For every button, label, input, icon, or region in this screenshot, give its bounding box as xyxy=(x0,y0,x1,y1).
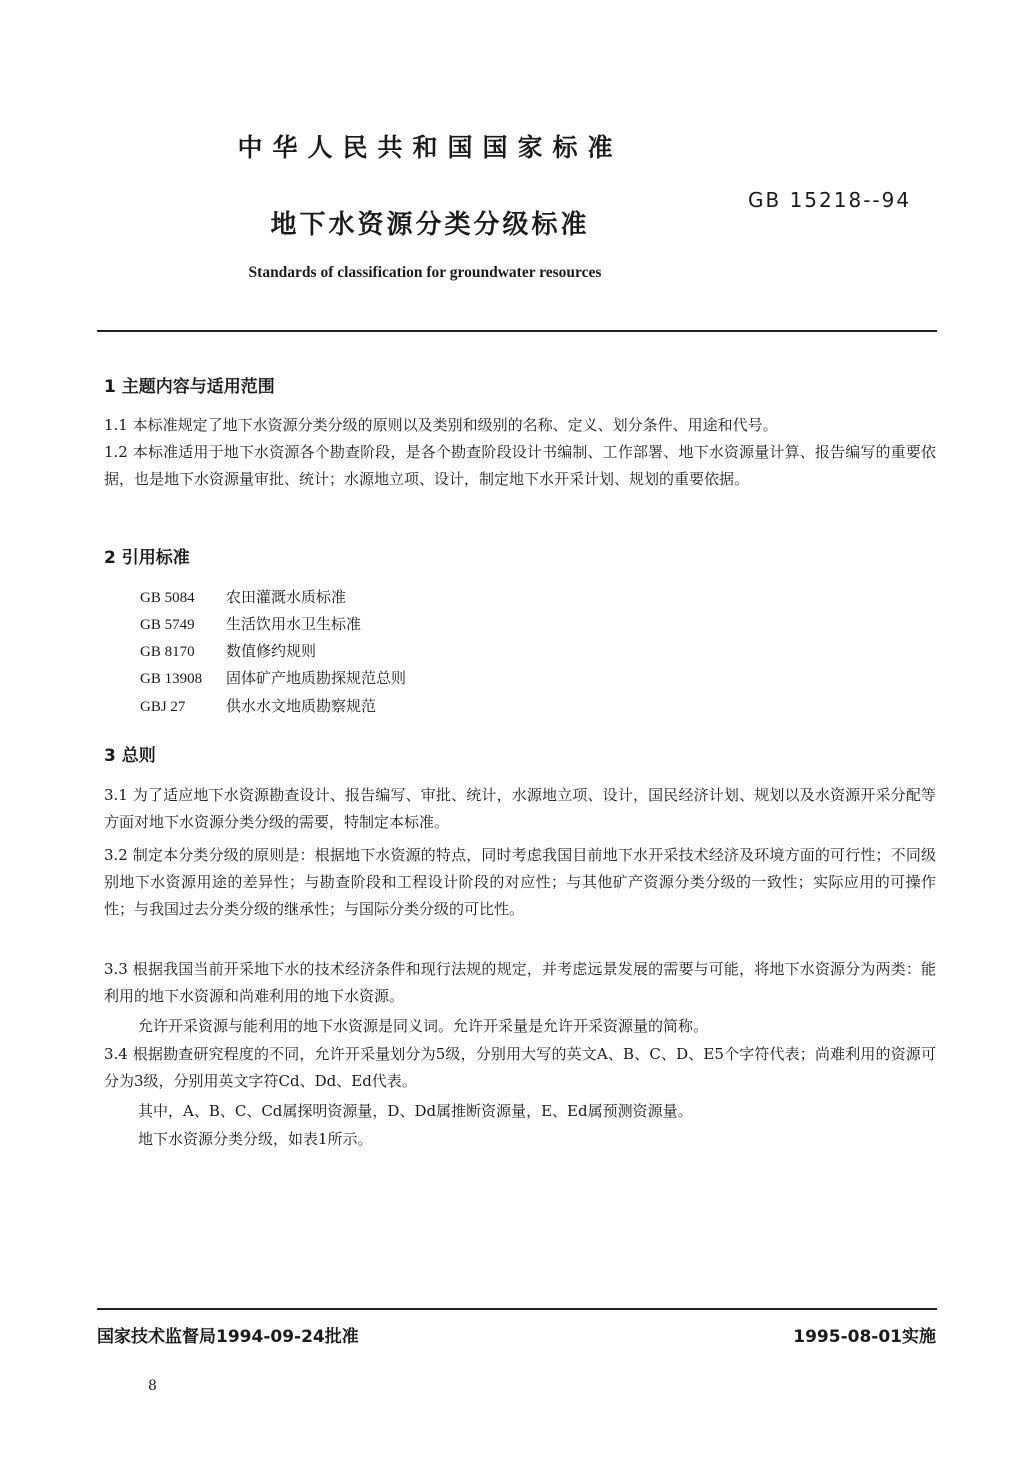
reference-code: GB 13908 xyxy=(140,671,203,687)
reference-code: GB 5084 xyxy=(140,590,195,606)
section-3-heading: 3 总则 xyxy=(104,746,156,766)
page-number: 8 xyxy=(148,1378,157,1394)
reference-code: GBJ 27 xyxy=(140,699,186,715)
clause-1-2: 1.2 本标准适用于地下水资源各个勘查阶段，是各个勘查阶段设计书编制、工作部署、地下水资源量计算、报告编写的重要依据，也是地下水资源量审批、统计；水源地立项、设计，制定地下水开采计划、规划的重要依据。 xyxy=(104,443,936,488)
clause-3-3: 3.3 根据我国当前开采地下水的技术经济条件和现行法规的规定，并考虑远景发展的需要与可能，将地下水资源分为两类：能利用的地下水资源和尚难利用的地下水资源。 xyxy=(104,960,936,1005)
reference-code: GB 8170 xyxy=(140,644,195,660)
section-2-heading: 2 引用标准 xyxy=(104,548,190,568)
reference-item xyxy=(140,693,376,720)
reference-name: 农田灌溉水质标准 xyxy=(226,588,347,606)
reference-item xyxy=(140,584,346,611)
clause-3-4-table-ref: 地下水资源分类分级，如表1所示。 xyxy=(138,1130,373,1148)
reference-name: 数值修约规则 xyxy=(226,642,317,660)
reference-code: GB 5749 xyxy=(140,617,195,633)
clause-3-1: 3.1 为了适应地下水资源勘查设计、报告编写、审批、统计，水源地立项、设计，国民经济计划、规划以及水资源开采分配等方面对地下水资源分类分级的需要，特制定本标准。 xyxy=(104,786,936,831)
footer-divider xyxy=(97,1308,937,1310)
standard-code: GB 15218--94 xyxy=(748,188,912,212)
english-title: Standards of classification for groundwater resources xyxy=(248,264,602,281)
clause-3-2: 3.2 制定本分类分级的原则是：根据地下水资源的特点，同时考虑我国目前地下水开采技术经济及环境方面的可行性；不同级别地下水资源用途的差异性；与勘查阶段和工程设计阶段的对应性；与其他矿产资源分类分级的一致性；实际应用的可操作性；与我国过去分类分级的继承性；与国际分类分级的可比性。 xyxy=(104,846,936,918)
clause-3-4-note: 其中，A、B、C、Cd属探明资源量，D、Dd属推断资源量，E、Ed属预测资源量。 xyxy=(138,1102,693,1120)
reference-name: 生活饮用水卫生标准 xyxy=(226,615,362,633)
header-divider xyxy=(97,330,937,332)
approval-line: 国家技术监督局1994-09-24批准 xyxy=(97,1327,359,1347)
clause-3-4: 3.4 根据勘查研究程度的不同，允许开采量划分为5级，分别用大写的英文A、B、C、D、E5个字符代表；尚难利用的资源可分为3级，分别用英文字符Cd、Dd、Ed代表。 xyxy=(104,1045,936,1090)
clause-1-1: 1.1 本标准规定了地下水资源分类分级的原则以及类别和级别的名称、定义、划分条件、用途和代号。 xyxy=(104,416,778,434)
header-organization: 中华人民共和国国家标准 xyxy=(237,133,623,162)
reference-item xyxy=(140,665,406,692)
reference-item xyxy=(140,611,361,638)
reference-name: 供水水文地质勘察规范 xyxy=(226,697,377,715)
document-title: 地下水资源分类分级标准 xyxy=(270,210,590,240)
section-1-heading: 1 主题内容与适用范围 xyxy=(104,377,275,397)
reference-name: 固体矿产地质勘探规范总则 xyxy=(226,669,407,687)
clause-3-3-note: 允许开采资源与能利用的地下水资源是同义词。允许开采量是允许开采资源量的简称。 xyxy=(138,1017,709,1035)
effective-date: 1995-08-01实施 xyxy=(793,1327,936,1347)
reference-item xyxy=(140,638,316,665)
